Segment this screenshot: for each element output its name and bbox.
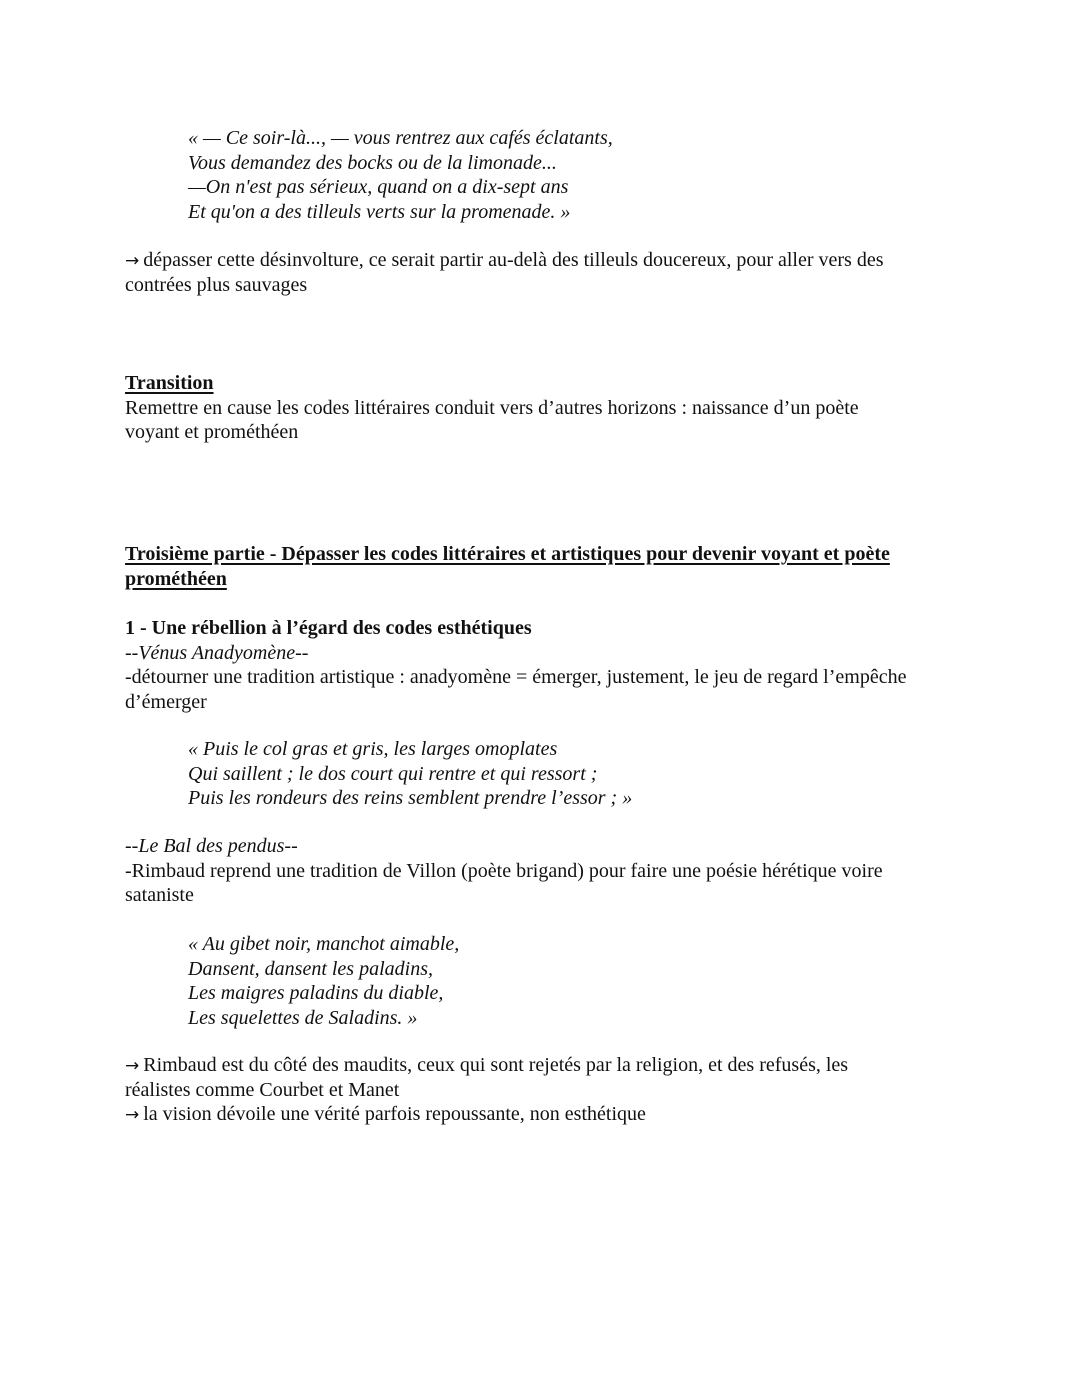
conclusion-text: Rimbaud est du côté des maudits, ceux qui sont rejetés par la religion, et des refusés, les <box>143 1054 849 1076</box>
arrow-right-icon: → <box>125 1105 140 1125</box>
arrow-right-icon: → <box>125 1056 140 1076</box>
quote-line: « Au gibet noir, manchot aimable, <box>188 933 460 955</box>
note-text: dépasser cette désinvolture, ce serait partir au-delà des tilleuls doucereux, pour aller vers des <box>143 249 884 271</box>
comment-text: d’émerger <box>125 690 207 713</box>
quote-line: —On n'est pas sérieux, quand on a dix-sept ans <box>188 176 569 198</box>
part-3-heading <box>125 542 960 591</box>
transition-heading: Transition <box>125 372 214 394</box>
poem-title: --Le Bal des pendus-- <box>125 835 298 857</box>
quote-line: Vous demandez des bocks ou de la limonade... <box>188 151 557 174</box>
transition-text: Remettre en cause les codes littéraires conduit vers d’autres horizons : naissance d’un poète <box>125 396 859 419</box>
quote-line: Puis les rondeurs des reins semblent prendre l’essor ; » <box>188 787 633 809</box>
poem-2-section <box>125 834 960 908</box>
conclusion-text: réalistes comme Courbet et Manet <box>125 1078 400 1101</box>
quote-line: Les maigres paladins du diable, <box>188 982 444 1004</box>
quote-line: Les squelettes de Saladins. » <box>188 1006 418 1029</box>
poem-quote-2 <box>188 737 1023 811</box>
transition-section <box>125 371 960 445</box>
quote-line: Qui saillent ; le dos court qui rentre et qui ressort ; <box>188 762 598 785</box>
note-text: contrées plus sauvages <box>125 273 308 296</box>
comment-text: sataniste <box>125 884 194 906</box>
quote-line: Et qu'on a des tilleuls verts sur la promenade. » <box>188 200 571 223</box>
conclusions <box>125 1053 960 1127</box>
comment-text: -détourner une tradition artistique : anadyomène = émerger, justement, le jeu de regard l’empêche <box>125 666 907 688</box>
quote-line: « — Ce soir-là..., — vous rentrez aux cafés éclatants, <box>188 127 613 149</box>
section-title: 1 - Une rébellion à l’égard des codes esthétiques <box>125 617 532 639</box>
poem-title: --Vénus Anadyomène-- <box>125 641 309 664</box>
part-heading-text: prométhéen <box>125 567 227 590</box>
arrow-right-icon: → <box>125 251 140 271</box>
transition-text: voyant et prométhéen <box>125 421 299 443</box>
section-1 <box>125 616 960 714</box>
poem-quote-3 <box>188 932 1023 1030</box>
quote-line: Dansent, dansent les paladins, <box>188 957 433 980</box>
analysis-note-1 <box>125 248 960 297</box>
conclusion-text: la vision dévoile une vérité parfois repoussante, non esthétique <box>143 1103 646 1125</box>
quote-line: « Puis le col gras et gris, les larges omoplates <box>188 738 558 760</box>
part-heading-text: Troisième partie - Dépasser les codes littéraires et artistiques pour devenir voyant et poète <box>125 543 890 565</box>
poem-quote-1 <box>188 126 1023 224</box>
comment-text: -Rimbaud reprend une tradition de Villon (poète brigand) pour faire une poésie hérétique voire <box>125 859 883 882</box>
